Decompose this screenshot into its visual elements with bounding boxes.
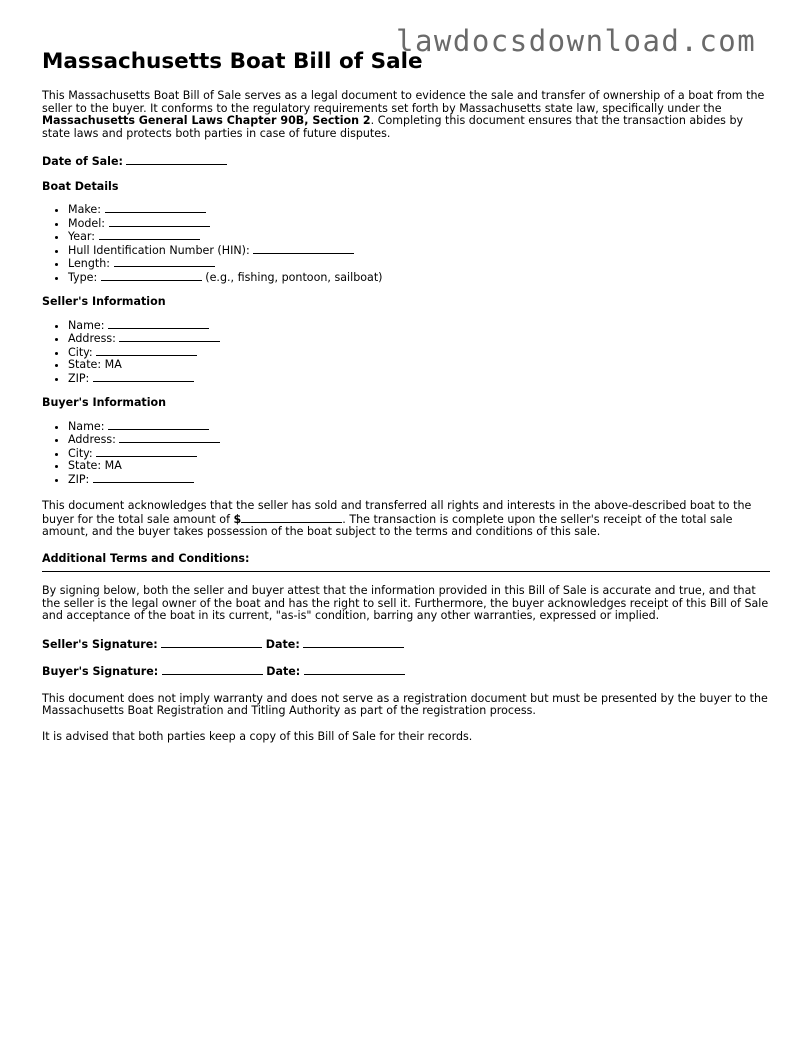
boat-details-heading: Boat Details (42, 179, 119, 193)
list-item (68, 217, 770, 231)
buyer-address-label: Address: (68, 433, 116, 446)
hin-label: Hull Identification Number (HIN): (68, 243, 250, 257)
buyer-name-field[interactable] (108, 420, 209, 430)
seller-name-field[interactable] (108, 319, 209, 329)
list-item (68, 433, 770, 447)
buyer-signature-label: Buyer's Signature: (42, 665, 159, 678)
list-item (68, 420, 770, 434)
seller-city-label: City: (68, 345, 93, 359)
dollar-sign: $ (233, 512, 242, 526)
list-item (68, 359, 770, 372)
buyer-signature-field[interactable] (162, 665, 263, 675)
type-label: Type: (68, 270, 98, 284)
hin-field[interactable] (253, 244, 354, 254)
ack-text: This document acknowledges that the seller has sold and transferred all rights and interests in the above-described boat to the buyer for the total sale amount of (42, 499, 752, 526)
advice-paragraph: It is advised that both parties keep a copy of this Bill of Sale for their records. (42, 729, 473, 743)
buyer-city-label: City: (68, 446, 93, 460)
sale-amount-field[interactable] (241, 513, 342, 523)
buyer-info-heading: Buyer's Information (42, 396, 167, 409)
date-of-sale-field[interactable] (126, 155, 227, 165)
year-label: Year: (68, 230, 96, 243)
buyer-date-label: Date: (266, 665, 301, 678)
buyer-zip-field[interactable] (93, 473, 194, 483)
list-item (68, 271, 770, 285)
list-item (68, 257, 770, 271)
buyer-info-list (42, 420, 770, 487)
type-field[interactable] (101, 271, 202, 281)
law-reference: Massachusetts General Laws Chapter 90B, Section 2 (42, 114, 371, 127)
seller-name-label: Name: (68, 318, 105, 332)
seller-info-heading: Seller's Information (42, 295, 166, 308)
list-item (68, 346, 770, 360)
year-field[interactable] (99, 230, 200, 240)
seller-zip-field[interactable] (93, 372, 194, 382)
document-title: Massachusetts Boat Bill of Sale (42, 49, 423, 74)
date-of-sale-label: Date of Sale: (42, 155, 123, 168)
list-item (68, 473, 770, 487)
list-item (68, 460, 770, 473)
list-item (68, 244, 770, 258)
intro-text-end: . Completing this document ensures that the transaction abides by state laws and protects both parties in case of future disputes. (42, 114, 744, 140)
type-hint: (e.g., fishing, pontoon, sailboat) (205, 270, 383, 284)
additional-terms-field[interactable] (42, 571, 770, 572)
list-item (68, 332, 770, 346)
list-item (68, 319, 770, 333)
seller-date-label: Date: (265, 637, 300, 651)
seller-state: State: MA (68, 358, 122, 371)
acknowledgment-paragraph (42, 500, 770, 539)
model-label: Model: (68, 216, 106, 230)
seller-signature-field[interactable] (161, 638, 262, 648)
seller-address-field[interactable] (119, 332, 220, 342)
seller-info-list (42, 319, 770, 386)
seller-signature-row (42, 638, 770, 652)
ack-text-end: . The transaction is complete upon the seller's receipt of the total sale amount, and the buyer takes possession of the boat subject to the terms and conditions of this sale. (42, 512, 733, 538)
buyer-address-field[interactable] (119, 433, 220, 443)
seller-address-label: Address: (68, 332, 116, 345)
buyer-name-label: Name: (68, 419, 105, 433)
watermark: lawdocsdownload.com (396, 24, 757, 58)
intro-text: This Massachusetts Boat Bill of Sale serves as a legal document to evidence the sale and transfer of ownership of a boat from the seller to the buyer. It conforms to the regulatory requirements set forth by Massachusetts state law, specifically under the (42, 89, 765, 115)
length-label: Length: (68, 257, 111, 270)
seller-signature-label: Seller's Signature: (42, 637, 158, 651)
attestation-paragraph: By signing below, both the seller and buyer attest that the information provided in this Bill of Sale is accurate and true, and that the seller is the legal owner of the boat and has the right to sell it. Furthermore, the buyer acknowledges receipt of this Bill of Sale and acceptance of the boat in its current, "as-is" condition, barring any other warranties, expressed or implied. (42, 584, 769, 622)
buyer-date-field[interactable] (304, 665, 405, 675)
disclaimer-paragraph: This document does not imply warranty and does not serve as a registration document but must be presented by the buyer to the Massachusetts Boat Registration and Titling Authority as part of the registration process. (42, 691, 768, 717)
buyer-zip-label: ZIP: (68, 472, 90, 486)
intro-paragraph (42, 90, 770, 140)
list-item (68, 447, 770, 461)
make-label: Make: (68, 203, 101, 216)
list-item (68, 230, 770, 244)
buyer-signature-row (42, 665, 770, 679)
date-of-sale (42, 155, 770, 169)
model-field[interactable] (109, 217, 210, 227)
make-field[interactable] (105, 203, 206, 213)
buyer-state: State: MA (68, 459, 122, 472)
list-item (68, 203, 770, 217)
length-field[interactable] (114, 257, 215, 267)
seller-zip-label: ZIP: (68, 371, 90, 385)
additional-terms-label: Additional Terms and Conditions: (42, 551, 250, 565)
document-body (42, 90, 770, 753)
list-item (68, 372, 770, 386)
seller-date-field[interactable] (303, 638, 404, 648)
boat-details-list (42, 203, 770, 284)
seller-city-field[interactable] (96, 346, 197, 356)
buyer-city-field[interactable] (96, 447, 197, 457)
